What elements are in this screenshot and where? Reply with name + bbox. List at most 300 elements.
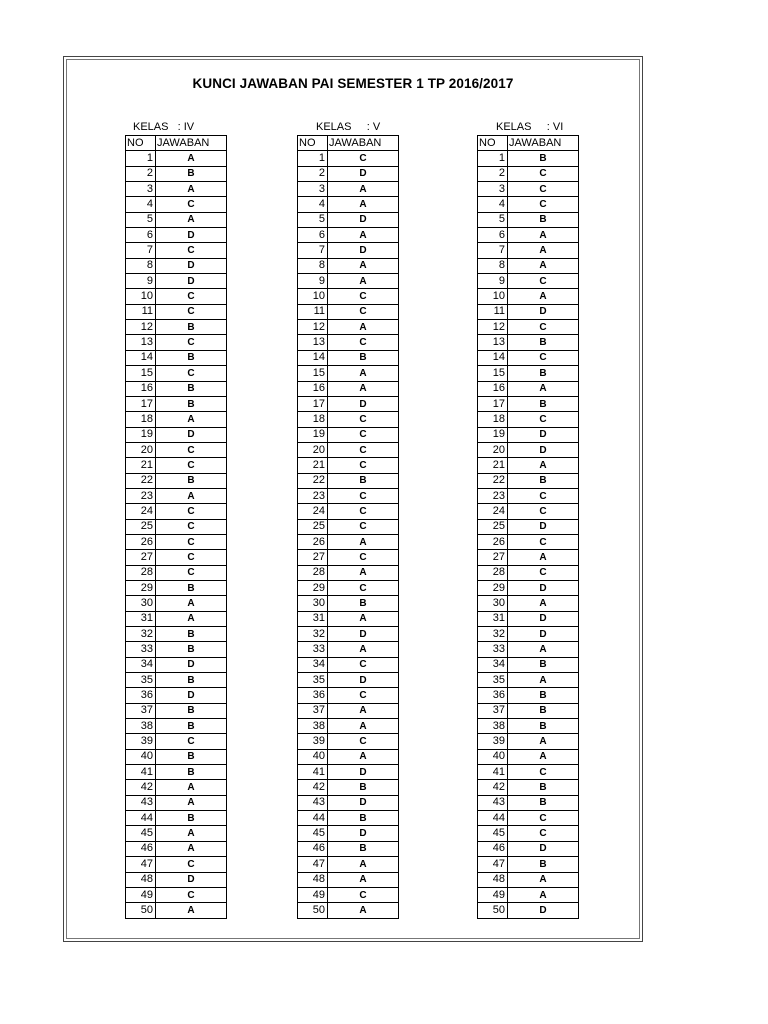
question-number: 5: [478, 212, 508, 227]
question-number: 26: [298, 534, 328, 549]
question-number: 5: [126, 212, 156, 227]
answer-cell: B: [508, 335, 579, 350]
table-row: [126, 197, 227, 212]
table-row: [478, 396, 579, 411]
table-row: [298, 320, 399, 335]
table-row: [478, 350, 579, 365]
question-number: 39: [126, 734, 156, 749]
question-number: 2: [478, 166, 508, 181]
table-row: [126, 857, 227, 872]
question-number: 30: [298, 596, 328, 611]
answer-cell: A: [508, 381, 579, 396]
question-number: 13: [298, 335, 328, 350]
question-number: 4: [126, 197, 156, 212]
question-number: 43: [478, 795, 508, 810]
answer-cell: D: [328, 212, 399, 227]
table-row: [298, 887, 399, 902]
answer-cell: A: [508, 673, 579, 688]
question-number: 46: [298, 841, 328, 856]
table-row: [126, 565, 227, 580]
answer-cell: A: [328, 534, 399, 549]
answer-cell: C: [156, 519, 227, 534]
question-number: 9: [298, 274, 328, 289]
answer-cell: C: [328, 734, 399, 749]
question-number: 20: [126, 442, 156, 457]
answer-cell: B: [508, 366, 579, 381]
table-row: [478, 458, 579, 473]
question-number: 36: [298, 688, 328, 703]
question-number: 8: [478, 258, 508, 273]
question-number: 19: [298, 427, 328, 442]
table-row: [298, 580, 399, 595]
question-number: 39: [298, 734, 328, 749]
answer-cell: C: [508, 565, 579, 580]
kelas-label-v: KELAS : V: [316, 121, 381, 133]
question-number: 45: [478, 826, 508, 841]
answer-cell: C: [328, 458, 399, 473]
table-row: [298, 304, 399, 319]
question-number: 21: [298, 458, 328, 473]
table-row: [126, 412, 227, 427]
table-row: [126, 749, 227, 764]
table-row: [126, 826, 227, 841]
answer-cell: B: [156, 396, 227, 411]
table-row: [298, 427, 399, 442]
answer-cell: A: [508, 734, 579, 749]
answer-cell: A: [156, 903, 227, 918]
question-number: 21: [126, 458, 156, 473]
question-number: 33: [126, 642, 156, 657]
table-row: [126, 366, 227, 381]
question-number: 3: [478, 182, 508, 197]
table-row: [478, 366, 579, 381]
question-number: 25: [126, 519, 156, 534]
answer-cell: A: [328, 872, 399, 887]
question-number: 17: [298, 396, 328, 411]
question-number: 22: [478, 473, 508, 488]
question-number: 18: [478, 412, 508, 427]
table-row: [478, 688, 579, 703]
answer-cell: B: [328, 596, 399, 611]
answer-cell: C: [508, 412, 579, 427]
answer-cell: C: [328, 289, 399, 304]
table-row: [298, 903, 399, 918]
table-row: [126, 473, 227, 488]
question-number: 2: [298, 166, 328, 181]
answer-cell: C: [328, 427, 399, 442]
question-number: 12: [126, 320, 156, 335]
answer-cell: A: [328, 366, 399, 381]
table-row: [126, 166, 227, 181]
table-row: [478, 596, 579, 611]
answer-cell: B: [156, 381, 227, 396]
question-number: 5: [298, 212, 328, 227]
table-row: [298, 519, 399, 534]
answer-cell: D: [156, 427, 227, 442]
answer-cell: A: [508, 749, 579, 764]
question-number: 6: [298, 228, 328, 243]
table-row: [478, 903, 579, 918]
table-row: [298, 565, 399, 580]
answer-cell: B: [156, 719, 227, 734]
answer-cell: B: [328, 811, 399, 826]
table-row: [298, 811, 399, 826]
answer-cell: C: [508, 350, 579, 365]
answer-cell: D: [508, 442, 579, 457]
question-number: 41: [478, 765, 508, 780]
answer-cell: B: [508, 688, 579, 703]
question-number: 10: [478, 289, 508, 304]
table-row: [478, 826, 579, 841]
table-header: [478, 136, 579, 151]
table-row: [126, 243, 227, 258]
question-number: 8: [126, 258, 156, 273]
question-number: 11: [298, 304, 328, 319]
table-row: [298, 258, 399, 273]
table-row: [126, 381, 227, 396]
table-row: [298, 719, 399, 734]
question-number: 7: [478, 243, 508, 258]
question-number: 34: [126, 657, 156, 672]
question-number: 12: [298, 320, 328, 335]
answer-cell: D: [156, 657, 227, 672]
answer-cell: C: [508, 320, 579, 335]
answer-cell: C: [156, 857, 227, 872]
question-number: 38: [298, 719, 328, 734]
answer-cell: A: [328, 228, 399, 243]
answer-cell: C: [156, 243, 227, 258]
answer-cell: A: [508, 289, 579, 304]
question-number: 40: [298, 749, 328, 764]
table-row: [298, 488, 399, 503]
answer-cell: C: [508, 274, 579, 289]
table-row: [126, 396, 227, 411]
question-number: 39: [478, 734, 508, 749]
header-jawaban: JAWABAN: [508, 136, 579, 151]
question-number: 9: [126, 274, 156, 289]
table-row: [298, 182, 399, 197]
question-number: 41: [126, 765, 156, 780]
question-number: 1: [298, 151, 328, 166]
question-number: 2: [126, 166, 156, 181]
answer-cell: C: [508, 826, 579, 841]
question-number: 32: [298, 627, 328, 642]
answer-cell: A: [156, 596, 227, 611]
table-row: [478, 212, 579, 227]
answer-cell: A: [156, 488, 227, 503]
table-row: [126, 642, 227, 657]
table-row: [126, 580, 227, 595]
table-row: [126, 611, 227, 626]
answer-cell: B: [508, 473, 579, 488]
answer-cell: A: [156, 611, 227, 626]
answer-cell: C: [508, 534, 579, 549]
answer-cell: C: [156, 442, 227, 457]
table-row: [478, 534, 579, 549]
table-row: [478, 258, 579, 273]
question-number: 45: [126, 826, 156, 841]
table-row: [478, 381, 579, 396]
table-row: [298, 274, 399, 289]
answer-cell: B: [156, 320, 227, 335]
table-row: [478, 274, 579, 289]
answer-cell: C: [508, 765, 579, 780]
question-number: 10: [126, 289, 156, 304]
answer-cell: A: [328, 258, 399, 273]
table-row: [478, 304, 579, 319]
answer-cell: D: [508, 627, 579, 642]
question-number: 6: [126, 228, 156, 243]
table-row: [298, 228, 399, 243]
question-number: 29: [478, 580, 508, 595]
answer-cell: B: [156, 350, 227, 365]
table-row: [478, 611, 579, 626]
table-row: [478, 504, 579, 519]
answer-cell: A: [508, 458, 579, 473]
question-number: 27: [478, 550, 508, 565]
table-row: [298, 749, 399, 764]
table-row: [478, 151, 579, 166]
answer-cell: B: [328, 473, 399, 488]
question-number: 42: [126, 780, 156, 795]
answer-cell: B: [508, 703, 579, 718]
table-row: [298, 458, 399, 473]
answer-cell: B: [156, 642, 227, 657]
table-row: [478, 488, 579, 503]
table-row: [126, 627, 227, 642]
question-number: 46: [126, 841, 156, 856]
answer-cell: C: [156, 734, 227, 749]
table-row: [126, 795, 227, 810]
answer-cell: C: [508, 504, 579, 519]
question-number: 11: [478, 304, 508, 319]
header-jawaban: JAWABAN: [156, 136, 227, 151]
answer-cell: B: [156, 811, 227, 826]
question-number: 19: [126, 427, 156, 442]
question-number: 28: [298, 565, 328, 580]
table-row: [298, 396, 399, 411]
question-number: 26: [126, 534, 156, 549]
answer-cell: A: [508, 596, 579, 611]
answer-cell: D: [156, 228, 227, 243]
answer-cell: C: [156, 565, 227, 580]
question-number: 31: [126, 611, 156, 626]
table-row: [126, 673, 227, 688]
answer-cell: A: [156, 412, 227, 427]
answer-cell: B: [328, 780, 399, 795]
answer-cell: D: [508, 427, 579, 442]
question-number: 32: [478, 627, 508, 642]
table-row: [478, 442, 579, 457]
question-number: 1: [478, 151, 508, 166]
question-number: 43: [298, 795, 328, 810]
question-number: 18: [298, 412, 328, 427]
answer-cell: A: [328, 642, 399, 657]
answer-cell: C: [328, 488, 399, 503]
question-number: 24: [478, 504, 508, 519]
question-number: 11: [126, 304, 156, 319]
table-row: [478, 580, 579, 595]
kelas-label-vi: KELAS : VI: [496, 121, 564, 133]
question-number: 48: [478, 872, 508, 887]
table-row: [478, 887, 579, 902]
answer-cell: A: [508, 243, 579, 258]
question-number: 42: [298, 780, 328, 795]
question-number: 23: [298, 488, 328, 503]
answer-cell: A: [156, 826, 227, 841]
table-row: [478, 841, 579, 856]
question-number: 44: [126, 811, 156, 826]
question-number: 45: [298, 826, 328, 841]
question-number: 33: [478, 642, 508, 657]
table-row: [478, 642, 579, 657]
table-row: [298, 473, 399, 488]
answer-cell: C: [156, 887, 227, 902]
question-number: 3: [126, 182, 156, 197]
table-row: [126, 258, 227, 273]
answer-cell: A: [508, 228, 579, 243]
table-row: [478, 657, 579, 672]
question-number: 29: [298, 580, 328, 595]
question-number: 23: [126, 488, 156, 503]
table-row: [298, 703, 399, 718]
question-number: 17: [478, 396, 508, 411]
question-number: 4: [478, 197, 508, 212]
table-row: [478, 320, 579, 335]
table-row: [478, 519, 579, 534]
question-number: 16: [126, 381, 156, 396]
header-no: NO: [298, 136, 328, 151]
table-row: [478, 289, 579, 304]
answer-cell: B: [156, 673, 227, 688]
answer-cell: D: [508, 580, 579, 595]
table-row: [298, 381, 399, 396]
table-row: [126, 304, 227, 319]
question-number: 37: [478, 703, 508, 718]
question-number: 50: [478, 903, 508, 918]
question-number: 36: [126, 688, 156, 703]
answer-cell: B: [156, 765, 227, 780]
answer-table-v: [297, 135, 399, 919]
table-row: [478, 473, 579, 488]
table-row: [126, 335, 227, 350]
question-number: 33: [298, 642, 328, 657]
table-header: [298, 136, 399, 151]
question-number: 19: [478, 427, 508, 442]
question-number: 20: [478, 442, 508, 457]
table-row: [298, 596, 399, 611]
table-row: [478, 565, 579, 580]
question-number: 34: [298, 657, 328, 672]
answer-cell: A: [328, 719, 399, 734]
answer-cell: C: [156, 534, 227, 549]
question-number: 13: [126, 335, 156, 350]
answer-cell: D: [328, 795, 399, 810]
answer-cell: C: [328, 550, 399, 565]
table-row: [298, 243, 399, 258]
table-row: [126, 811, 227, 826]
table-row: [126, 212, 227, 227]
table-row: [126, 780, 227, 795]
question-number: 50: [126, 903, 156, 918]
question-number: 16: [298, 381, 328, 396]
table-row: [298, 197, 399, 212]
table-row: [126, 320, 227, 335]
answer-cell: B: [508, 795, 579, 810]
answer-cell: A: [156, 182, 227, 197]
answer-cell: B: [156, 749, 227, 764]
question-number: 22: [126, 473, 156, 488]
answer-cell: A: [328, 611, 399, 626]
answer-cell: D: [328, 396, 399, 411]
question-number: 44: [298, 811, 328, 826]
answer-cell: B: [156, 166, 227, 181]
table-row: [126, 657, 227, 672]
table-header: [126, 136, 227, 151]
question-number: 40: [126, 749, 156, 764]
table-row: [478, 412, 579, 427]
question-number: 28: [478, 565, 508, 580]
question-number: 35: [478, 673, 508, 688]
table-row: [298, 366, 399, 381]
table-row: [478, 673, 579, 688]
answer-cell: A: [156, 780, 227, 795]
question-number: 42: [478, 780, 508, 795]
question-number: 48: [126, 872, 156, 887]
question-number: 41: [298, 765, 328, 780]
answer-cell: A: [156, 212, 227, 227]
table-row: [298, 289, 399, 304]
table-row: [298, 151, 399, 166]
question-number: 43: [126, 795, 156, 810]
table-row: [126, 703, 227, 718]
question-number: 18: [126, 412, 156, 427]
table-row: [478, 182, 579, 197]
page-title: KUNCI JAWABAN PAI SEMESTER 1 TP 2016/2017: [192, 76, 514, 91]
answer-cell: C: [156, 550, 227, 565]
table-row: [126, 442, 227, 457]
answer-cell: B: [508, 212, 579, 227]
answer-cell: D: [328, 826, 399, 841]
question-number: 47: [126, 857, 156, 872]
answer-cell: B: [156, 580, 227, 595]
table-row: [298, 442, 399, 457]
table-row: [478, 243, 579, 258]
header-no: NO: [478, 136, 508, 151]
question-number: 8: [298, 258, 328, 273]
question-number: 27: [298, 550, 328, 565]
table-row: [478, 166, 579, 181]
table-row: [298, 826, 399, 841]
table-row: [298, 350, 399, 365]
table-row: [478, 795, 579, 810]
answer-cell: B: [508, 857, 579, 872]
question-number: 20: [298, 442, 328, 457]
question-number: 14: [478, 350, 508, 365]
table-row: [298, 550, 399, 565]
question-number: 38: [478, 719, 508, 734]
table-row: [298, 857, 399, 872]
question-number: 15: [298, 366, 328, 381]
answer-cell: B: [508, 657, 579, 672]
kelas-label-iv: KELAS : IV: [133, 121, 195, 133]
answer-cell: C: [328, 688, 399, 703]
answer-cell: A: [328, 703, 399, 718]
answer-cell: D: [508, 903, 579, 918]
answer-cell: D: [508, 611, 579, 626]
question-number: 28: [126, 565, 156, 580]
table-row: [298, 642, 399, 657]
